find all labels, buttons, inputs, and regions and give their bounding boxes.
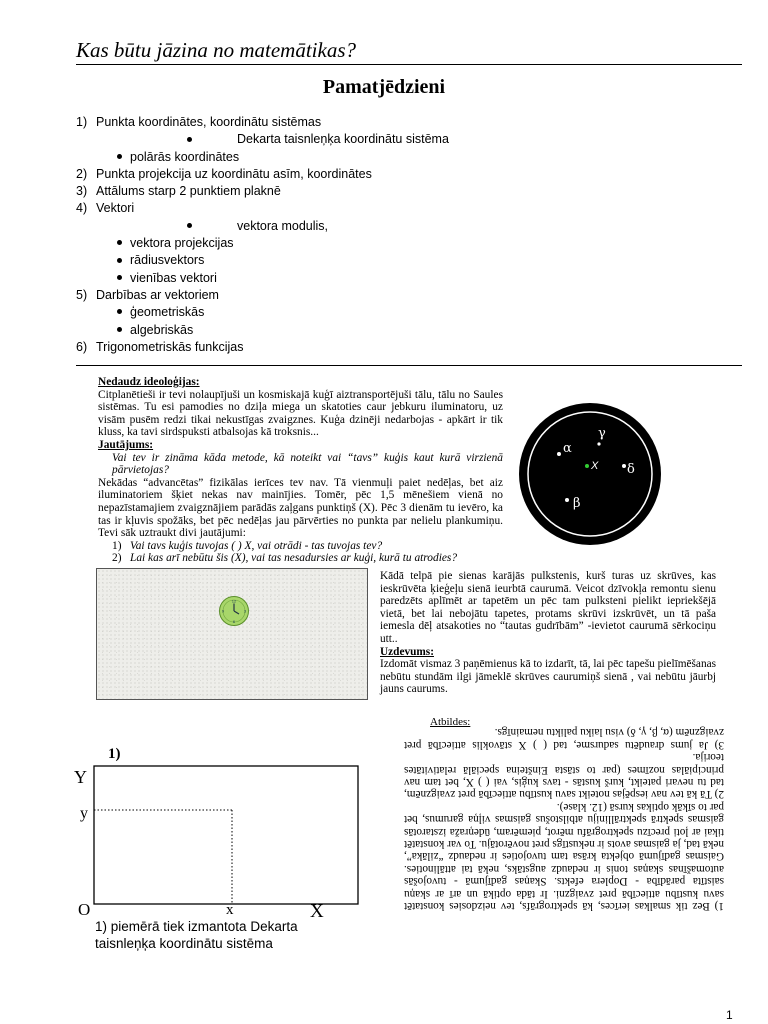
answer-2: 2) Tā kā tev nav iespējas noteikt savu kustību attiecībā pret zvaigznēm, tad tu nevari pateikt, kurš kustās - tavs kuģis, vai ( ) X, bet tam nav principiālas nozīmes (par to stāsta Einšteina speciālā relativitātes teorija. (404, 751, 724, 801)
list-item: 5) Darbības ar vektoriem (76, 287, 219, 302)
story-paragraph-2: Nekādas “advancētas” fizikālas ierīces tev nav. Tā vienmuļi paiet nedēļas, bet aiz iluminatoriem šķiet nekas nav mainījies. Tomēr, pēc 1,5 mēnešiem vienā no nepazīstamajiem zvaigznājiem parādās zaļgans punktiņš (X). Pēc 3 dienām tu ievēro, ka tas ir kļuvis spožāks, bet pēc nedēļas jau pārvērties no punkta par nelielu plankumiņu. Tevi sāk uztraukt divi jautājumi: (98, 476, 503, 540)
answer-1: 1) Bez tik smalkas ierīces, kā spektrogrāfs, tev neizdosies konstatēt savu kustību attiecībā pret zvaigzni. Ir tāda optikā un arī ar skaņu saistīta parādība - Doplera efekts. Skaņas gadījumā - tuvojošās automašīnas skaņas tonis ir nedaudz augstāks, nekā tai attālinoties. Gaismas gadījumā objekta krāsa tam tuvojoties ir nedaudz “zilāka”, nekā tad, ja gaismas avots ir nekustīgs pret novērotāju. To var konstatēt tikai ar ļoti precīzu spektrogrāfu mērot, piemēram, ūdeņraža izstarotās gaismas spektrā spektrālliniju atbilstošus gaismas viļņa garumus, bet par to sīkāk optikas kursā (12. klase). (404, 800, 724, 913)
star-alpha-icon (557, 452, 561, 456)
porthole-frame (519, 403, 661, 545)
diagram-caption: 1) piemērā tiek izmantota Dekarta taisnleņķa koordinātu sistēma (95, 919, 298, 951)
axes-frame (94, 766, 358, 904)
object-x-icon (585, 464, 589, 468)
task-label: Uzdevums: (380, 645, 434, 658)
section-rule (76, 365, 742, 366)
diagram-label: 1) (108, 746, 121, 762)
clock-mark: 6 (232, 619, 236, 624)
task-block (380, 570, 716, 696)
list-item: vektora modulis, (76, 218, 449, 235)
clock-mark: 9 (221, 608, 225, 614)
x-axis-label: X (310, 901, 324, 920)
list-item: rādiusvektors (76, 252, 449, 269)
answers-upside-down (404, 726, 724, 912)
question-text: Vai tev ir zināma kāda metode, kā noteikt vai “tavs” kuģis kaut kurā virzienā pārvietojas? (112, 451, 503, 477)
porthole-figure (514, 400, 666, 548)
list-item: 4) Vektori (76, 201, 135, 216)
list-item: polārās koordinātes (76, 149, 449, 166)
y-point-label: y (80, 805, 88, 822)
answer-3: 3) Ja jums draudētu sadursme, tad ( ) X stāvoklis attiecībā pret zvaigznēm (α, β, γ, δ) visu laiku paliktu nemainīgs. (404, 726, 724, 751)
star-gamma-label: γ (598, 426, 606, 441)
star-alpha-label: α (563, 441, 572, 456)
star-gamma-icon (597, 442, 600, 445)
section-title: Pamatjēdzieni (322, 76, 446, 98)
star-beta-icon (565, 498, 569, 502)
question-item-1: 1) Vai tavs kuģis tuvojas ( ) X, vai otrādi - tas tuvojas tev? (112, 539, 383, 552)
list-item: 1) Punkta koordinātes, koordinātu sistēmas (76, 115, 322, 129)
wall-picture (96, 568, 368, 700)
list-item: 3) Attālums starp 2 punktiem plaknē (76, 184, 281, 199)
clock-icon (218, 595, 250, 627)
list-item: vienības vektori (76, 270, 449, 287)
x-point-label: x (226, 902, 234, 918)
list-item: algebriskās (76, 322, 449, 339)
list-item: 6) Trigonometriskās funkcijas (76, 339, 244, 354)
list-item: Dekarta taisnleņķa koordinātu sistēma (76, 131, 449, 148)
document-header: Kas būtu jāzina no matemātikas? (76, 38, 357, 62)
answers-title: Atbildes: (430, 716, 471, 728)
story-block (98, 376, 503, 565)
topic-list (76, 114, 449, 356)
origin-label: O (78, 900, 91, 919)
list-item: ģeometriskās (76, 304, 449, 321)
page-number: 1 (726, 1008, 733, 1022)
task-paragraph-2: Izdomāt vismaz 3 paņēmienus kā to izdarīt, tā, lai pēc tapešu pielīmēšanas nebūtu stundām ilgi jāmeklē skrūves caurumiņš sienā , vai nebūtu jāurbj jauns caurums. (380, 658, 716, 696)
list-item: vektora projekcijas (76, 235, 449, 252)
y-axis-label: Y (74, 767, 87, 787)
header-rule (76, 64, 742, 65)
question-item-2: 2) Lai kas arī nebūtu šis (X), vai tas nesadursies ar kuģi, kurā tu atrodies? (112, 552, 458, 565)
story-paragraph: Citplanētieši ir tevi nolaupījuši un kosmiskajā kuģī aiztransportējuši tālu, tālu no Saules sistēmas. Tu esi pamodies no dziļa miega un skatoties caur jebkuru iluminatoru, uz visām pusēm redzi tikai nekustīgas zvaigznes. Kuģa dzinēji nedarbojas - apkārt ir tik kluss, ka tavi sirdspuksti atbalsojas kā troksnis... (98, 388, 503, 439)
story-heading: Nedaudz ideoloģijas: (98, 376, 200, 388)
star-delta-icon (622, 464, 626, 468)
list-item: 2) Punkta projekcija uz koordinātu asīm, koordinātes (76, 166, 372, 181)
star-beta-label: β (573, 496, 581, 511)
question-label: Jautājums: (98, 438, 154, 451)
clock-mark: 12 (231, 598, 237, 604)
clock-mark: 3 (243, 608, 247, 614)
object-x-label: X (591, 460, 599, 472)
task-paragraph: Kādā telpā pie sienas karājās pulkstenis, kurš turas uz skrūves, kas ieskrūvēta ķieģeļu sienā ieurbtā caurumā. Veicot dzīvokļa remontu sienu paredzēts aplīmēt ar tapetēm un pēc tam pulksteni pielikt iepriekšējā vietā, bet lai nebojātu tapetes, protams skrūvi izskrūvēt, un tā paša iemesla dēļ atsakoties no “tautas gudrībām” -ievietot caurumā sērkociņu utt.. (380, 570, 716, 645)
star-delta-label: δ (627, 462, 635, 477)
coordinate-diagram (72, 738, 372, 920)
